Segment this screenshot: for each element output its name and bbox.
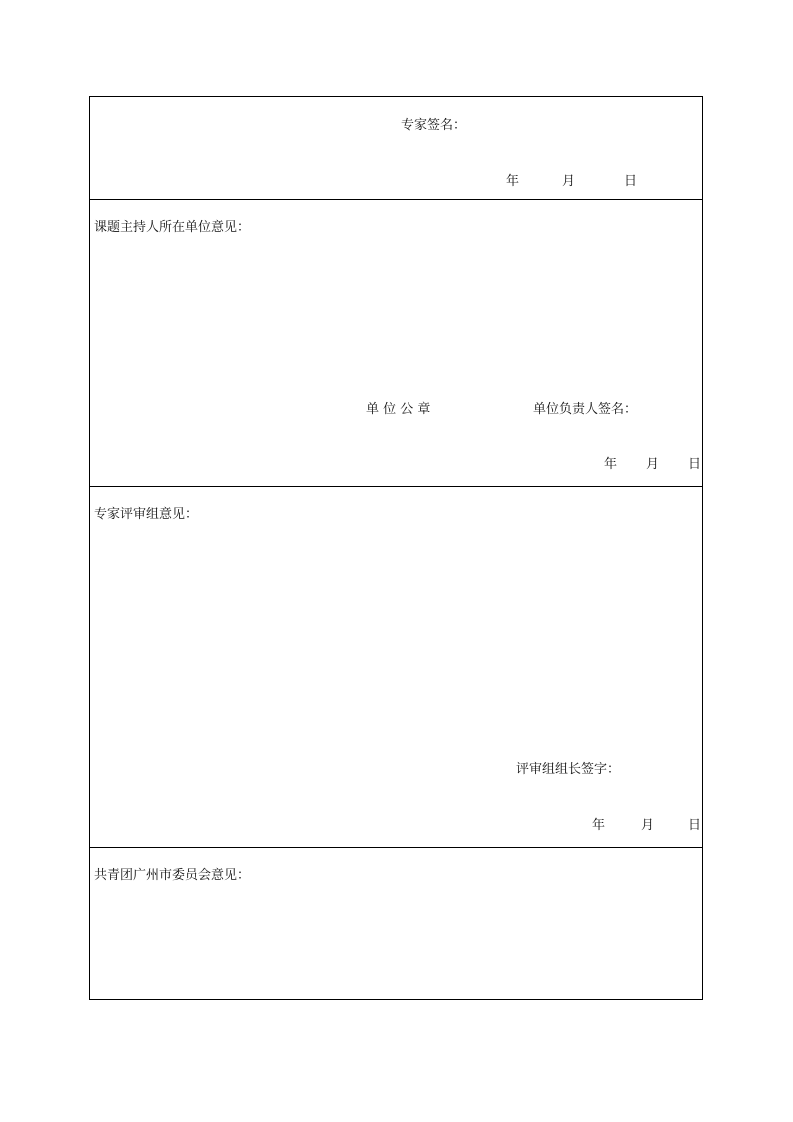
unit-date-year: 年 — [604, 457, 618, 472]
panel-date-year: 年 — [592, 818, 606, 833]
unit-date-day: 日 — [688, 457, 702, 472]
panel-date-month: 月 — [641, 818, 655, 833]
unit-opinion-section — [90, 199, 702, 486]
expert-date-day: 日 — [624, 174, 638, 189]
committee-opinion-heading: 共青团广州市委员会意见： — [94, 868, 251, 883]
review-opinion-form — [89, 96, 703, 1000]
panel-leader-signature-label: 评审组组长签字： — [516, 762, 621, 777]
panel-date-day: 日 — [688, 818, 702, 833]
expert-panel-opinion-section — [90, 486, 702, 847]
unit-seal-label: 单 位 公 章 — [366, 402, 431, 417]
expert-panel-opinion-heading: 专家评审组意见： — [94, 507, 199, 522]
unit-opinion-heading: 课题主持人所在单位意见： — [94, 220, 251, 235]
expert-date-month: 月 — [562, 174, 576, 189]
expert-signature-label: 专家签名： — [401, 118, 467, 133]
expert-date-year: 年 — [506, 174, 520, 189]
expert-signature-section — [90, 97, 702, 199]
unit-leader-signature-label: 单位负责人签名： — [533, 402, 638, 417]
unit-date-month: 月 — [646, 457, 660, 472]
committee-opinion-section — [90, 847, 702, 1000]
